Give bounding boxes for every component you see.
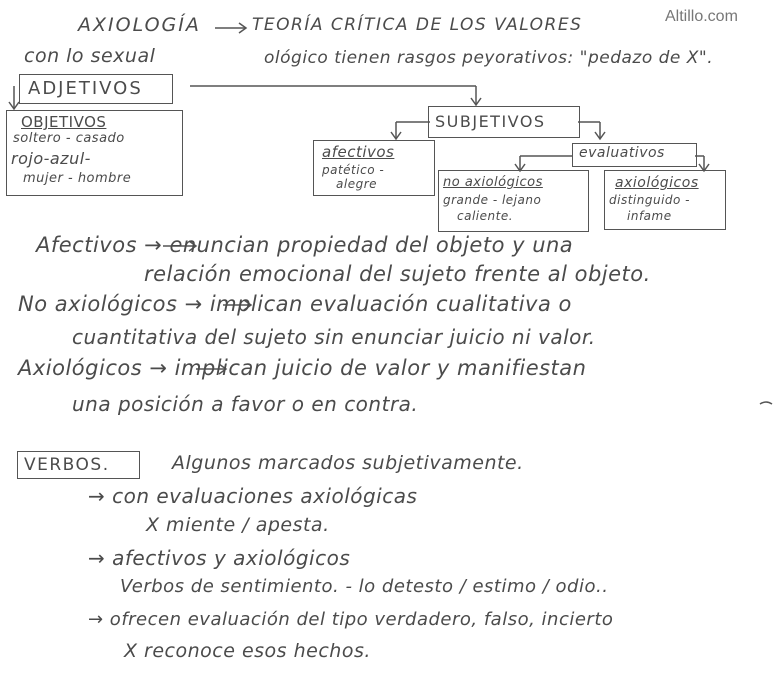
subjetivos-box xyxy=(428,106,580,138)
no-axiologicos-box xyxy=(438,170,589,232)
verbos-item-2: X miente / apesta. xyxy=(146,514,330,536)
afectivos-title: afectivos xyxy=(322,143,395,161)
verbos-item-4: Verbos de sentimiento. - lo detesto / estimo / odio.. xyxy=(120,576,609,597)
verbos-item-5: → ofrecen evaluación del tipo verdadero, falso, incierto xyxy=(88,609,614,630)
axiologicos-title: axiológicos xyxy=(615,175,699,191)
evaluativos-label: evaluativos xyxy=(579,145,665,161)
axiologicos-line1: distinguido - xyxy=(609,193,691,207)
axiologicos-box xyxy=(604,170,726,230)
no-axiologicos-title: no axiológicos xyxy=(443,175,543,190)
note-line-1: Afectivos → enuncian propiedad del objeto y una xyxy=(36,233,574,257)
afectivos-line1: patético - xyxy=(322,163,385,177)
header-line2-right: ológico tienen rasgos peyorativos: "pedazo de X". xyxy=(264,48,714,68)
afectivos-line2: alegre xyxy=(336,177,378,191)
note-line-2: relación emocional del sujeto frente al objeto. xyxy=(144,262,651,286)
verbos-item-3: → afectivos y axiológicos xyxy=(88,546,351,570)
title-teoria-critica: TEORÍA CRÍTICA DE LOS VALORES xyxy=(252,15,583,35)
objetivos-line1: soltero - casado xyxy=(13,131,125,146)
verbos-item-6: X reconoce esos hechos. xyxy=(124,640,371,662)
afectivos-box xyxy=(313,140,435,196)
note-line-6: una posición a favor o en contra. xyxy=(72,392,419,416)
objetivos-box xyxy=(6,110,183,196)
no-axiologicos-line1: grande - lejano xyxy=(443,193,542,207)
evaluativos-box xyxy=(572,143,697,167)
no-axiologicos-line2: caliente. xyxy=(457,209,514,223)
objetivos-line3: mujer - hombre xyxy=(23,171,132,186)
verbos-box xyxy=(17,451,140,479)
axiologicos-line2: infame xyxy=(627,209,672,223)
header-line2-left: con lo sexual xyxy=(24,45,156,67)
title-axiologia: AXIOLOGÍA xyxy=(78,14,201,36)
subjetivos-label: SUBJETIVOS xyxy=(435,112,546,131)
note-line-5: Axiológicos → implican juicio de valor y manifiestan xyxy=(18,356,587,380)
adjetivos-label: ADJETIVOS xyxy=(28,78,143,99)
objetivos-line2: rojo-azul- xyxy=(11,149,91,168)
verbos-label: VERBOS. xyxy=(24,455,110,475)
watermark-text: Altillo.com xyxy=(665,8,738,25)
verbos-intro: Algunos marcados subjetivamente. xyxy=(172,452,524,474)
adjetivos-box xyxy=(19,74,173,104)
verbos-item-1: → con evaluaciones axiológicas xyxy=(88,484,418,508)
note-line-4: cuantitativa del sujeto sin enunciar juicio ni valor. xyxy=(72,325,596,349)
note-line-3: No axiológicos → implican evaluación cualitativa o xyxy=(18,292,572,316)
objetivos-title: OBJETIVOS xyxy=(21,113,107,131)
